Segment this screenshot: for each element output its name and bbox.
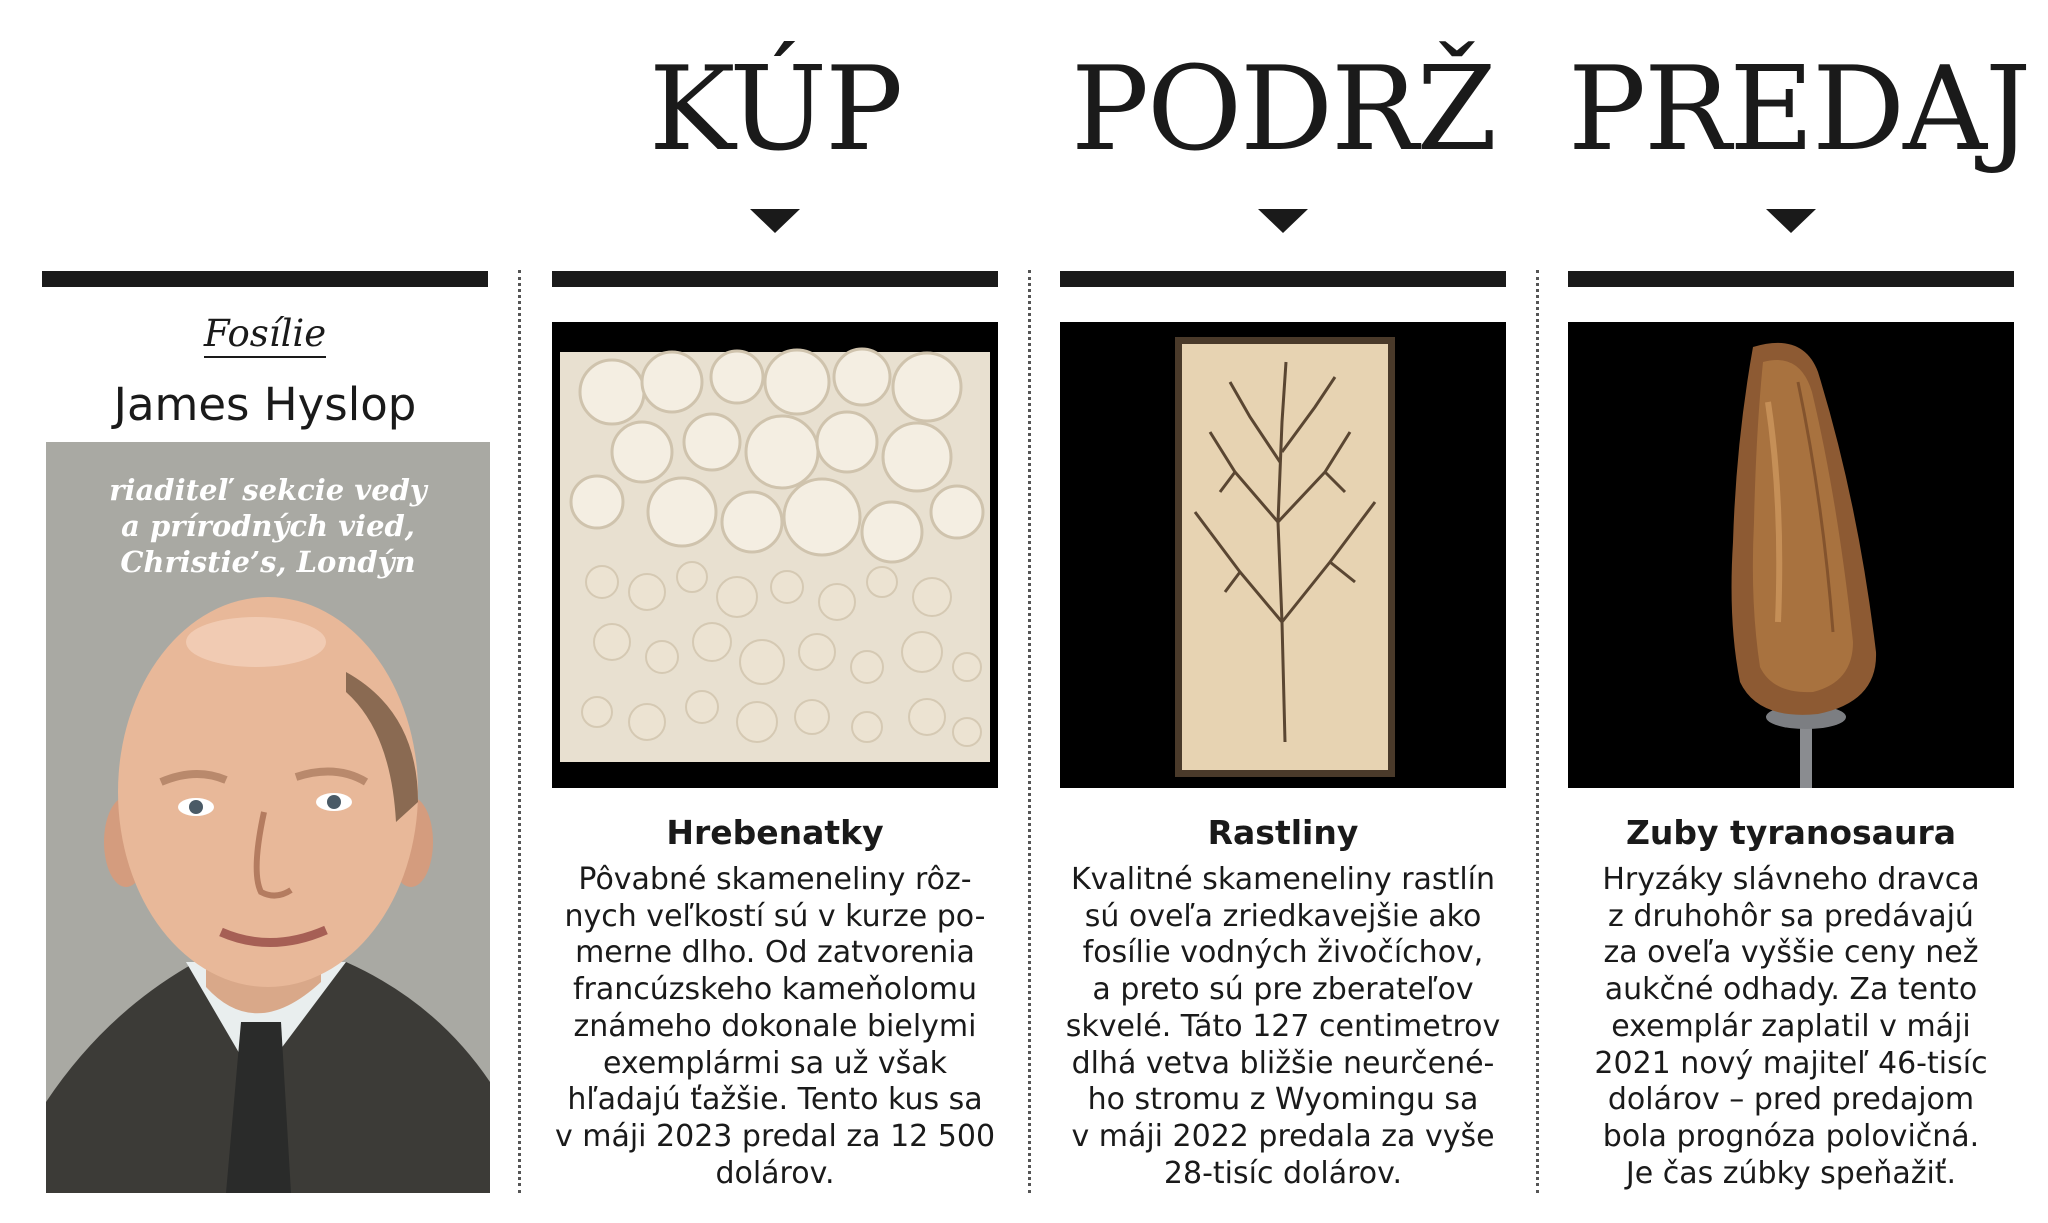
arrow-down-icon xyxy=(750,209,800,233)
column-rule xyxy=(552,271,998,287)
scallop-fossil-photo xyxy=(552,322,998,788)
item-body-plants: Kvalitné skameneliny rastlín sú oveľa zriedkavejšie ako fosílie vodných živočíchov, a preto sú pre zberateľov skvelé. Táto 127 centimetrov dlhá vetva bližšie neurčené- ho stromu z Wyomingu sa v máji 2022 predala za vyše 28-tisíc dolárov. xyxy=(1065,862,1501,1191)
heading-sell: PREDAJ xyxy=(1568,42,2030,177)
column-divider xyxy=(518,270,521,1193)
column-divider xyxy=(1028,270,1031,1193)
arrow-down-icon xyxy=(1766,209,1816,233)
item-body-scallops: Pôvabné skameneliny rôz- nych veľkostí sú v kurze po- merne dlho. Od zatvorenia francúzskeho kameňolomu známeho dokonale bielymi exemplármi sa už však hľadajú ťažšie. Tento kus sa v máji 2023 predal za 12 500 dolárov. xyxy=(554,862,996,1191)
item-title-scallops: Hrebenatky xyxy=(666,813,884,852)
item-title-plants: Rastliny xyxy=(1207,813,1359,852)
column-rule xyxy=(1568,271,2014,287)
section-label-text: Fosílie xyxy=(204,312,326,358)
column-divider xyxy=(1536,270,1539,1193)
column-rule xyxy=(1060,271,1506,287)
item-title-tooth: Zuby tyranosaura xyxy=(1626,813,1956,852)
expert-role: riaditeľ sekcie vedy a prírodných vied, Christie’s, Londýn xyxy=(109,473,427,579)
arrow-down-icon xyxy=(1258,209,1308,233)
heading-buy: KÚP xyxy=(648,42,902,177)
item-body-tooth: Hryzáky slávneho dravca z druhohôr sa predávajú za oveľa vyššie ceny než aukčné odhady. Za tento exemplár zaplatil v máji 2021 nový majiteľ 46-tisíc dolárov – pred predajom bola prognóza polovičná. Je čas zúbky speňažiť. xyxy=(1594,862,1988,1191)
tyrannosaurus-tooth-photo xyxy=(1568,322,2014,788)
heading-hold: PODRŽ xyxy=(1070,42,1496,177)
expert-name: James Hyslop xyxy=(113,378,417,431)
column-rule xyxy=(42,271,488,287)
plant-fossil-photo xyxy=(1060,322,1506,788)
section-label xyxy=(42,312,488,355)
